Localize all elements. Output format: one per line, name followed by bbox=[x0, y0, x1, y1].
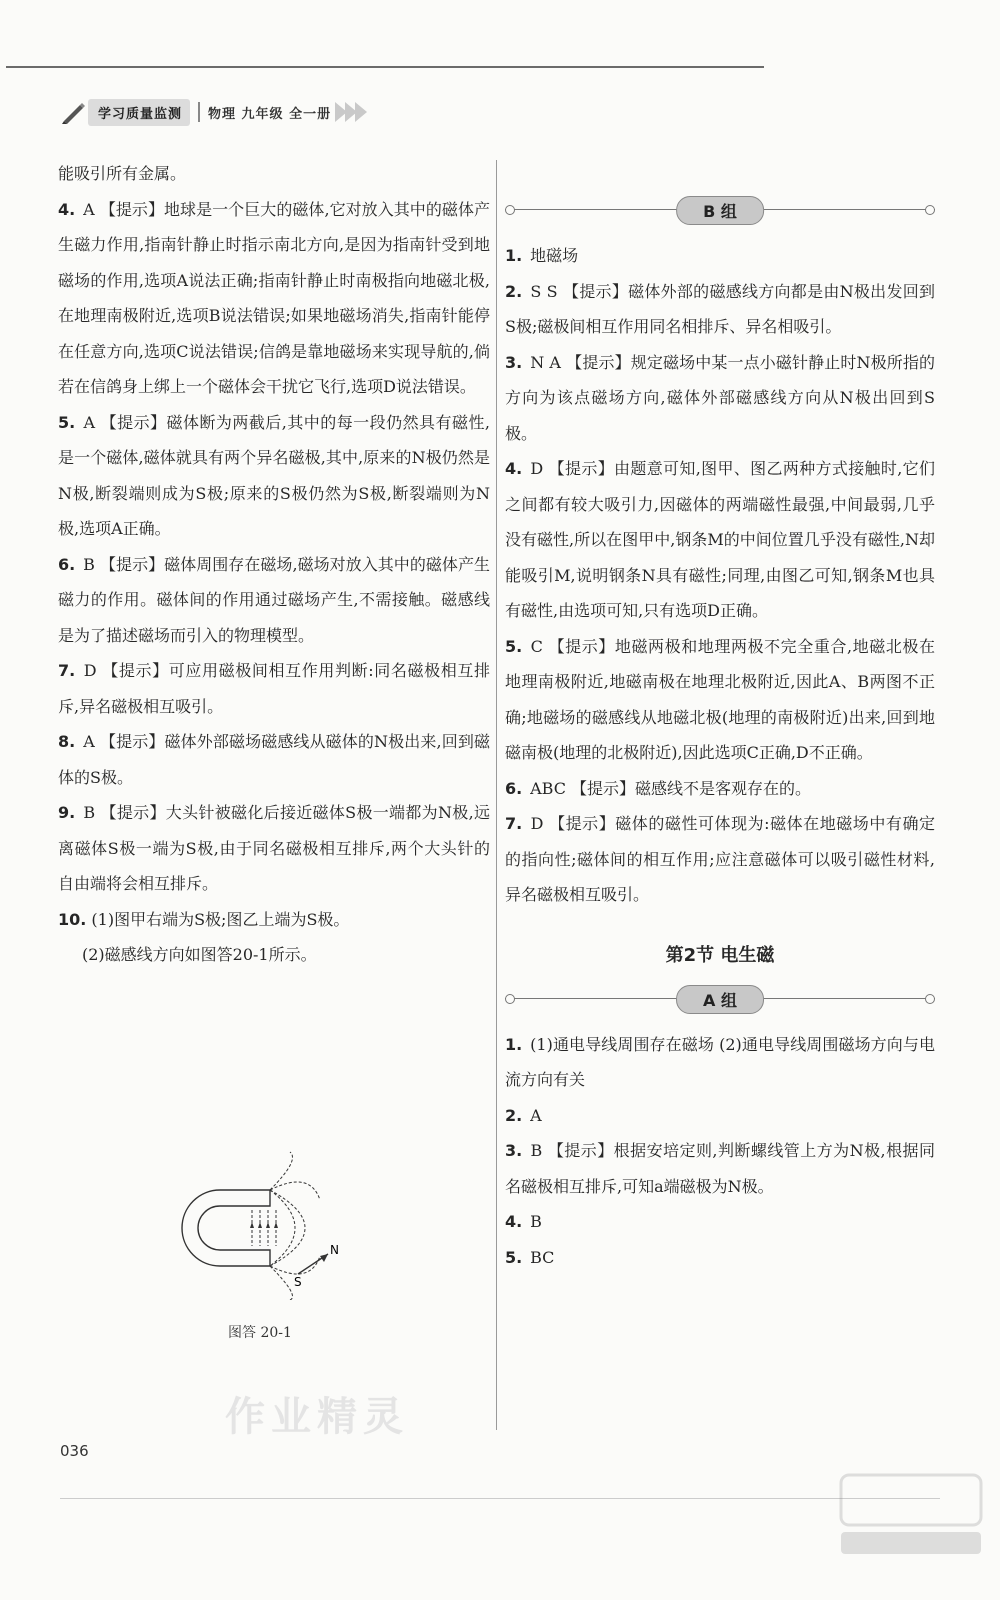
bottom-rule bbox=[60, 1498, 940, 1499]
header-subtitle: 物理 九年级 全一册 bbox=[208, 106, 332, 122]
item-text: B 【提示】根据安培定则,判断螺线管上方为N极,根据同名磁极相互排斥,可知a端磁极为N极。 bbox=[505, 1141, 935, 1196]
item-number: 9. bbox=[58, 803, 76, 822]
item-text: 能吸引所有金属。 bbox=[58, 164, 187, 183]
header-tag: 学习质量监测 bbox=[88, 99, 190, 126]
group-b-answer-item bbox=[505, 274, 935, 345]
item-text: A 【提示】磁体断为两截后,其中的每一段仍然具有磁性,是一个磁体,磁体就具有两个异名磁极,其中,原来的N极仍然是N极,断裂端则成为S极;原来的S极仍然为S极,断裂端则为N极,选项A正确。 bbox=[58, 412, 490, 538]
item-text: 地磁场 bbox=[525, 246, 579, 265]
group-b-banner bbox=[505, 194, 935, 224]
item-number: 6. bbox=[505, 778, 523, 798]
figure-label-n: N bbox=[330, 1243, 339, 1257]
item-text: A bbox=[525, 1105, 542, 1125]
item-text: BC bbox=[525, 1247, 555, 1267]
item-text: C 【提示】地磁两极和地理两极不完全重合,地磁北极在地理南极附近,地磁南极在地理北极附近,因此A、B两图不正确;地磁场的磁感线从地磁北极(地理的南极附近)出来,回到地磁南极(地理的北极附近),因此选项C正确,D不正确。 bbox=[505, 636, 935, 762]
top-rule bbox=[6, 66, 764, 68]
item-text: A 【提示】地球是一个巨大的磁体,它对放入其中的磁体产生磁力作用,指南针静止时指示南北方向,是因为指南针受到地磁场的作用,选项A说法正确;指南针静止时南极指向地磁北极,在地理南极附近,选项B说法错误;如果地磁场消失,指南针能停在任意方向,选项C说法错误;信鸽是靠地磁场来实现导航的,倘若在信鸽身上绑上一个磁体会干扰它飞行,选项D说法错误。 bbox=[58, 199, 490, 396]
item-text: (1)通电导线周围存在磁场 (2)通电导线周围磁场方向与电流方向有关 bbox=[505, 1034, 935, 1089]
left-answer-item bbox=[58, 405, 490, 547]
left-column bbox=[58, 156, 490, 973]
item-number: 10. bbox=[58, 909, 87, 929]
item-text: B 【提示】磁体周围存在磁场,磁场对放入其中的磁体产生磁力的作用。磁体间的作用通过磁场产生,不需接触。磁感线是为了描述磁场而引入的物理模型。 bbox=[58, 554, 490, 645]
column-divider bbox=[496, 160, 497, 1430]
item-number: 3. bbox=[505, 352, 523, 372]
group-a-answers bbox=[505, 1027, 935, 1276]
group-b-answer-item bbox=[505, 629, 935, 771]
item-number: 5. bbox=[505, 636, 523, 656]
group-b-answer-item bbox=[505, 238, 935, 274]
group-a-answer-item bbox=[505, 1240, 935, 1276]
item-text: S S 【提示】磁体外部的磁感线方向都是由N极出发回到S极;磁极间相互作用同名相排斥、异名相吸引。 bbox=[505, 281, 935, 336]
left-answer-item bbox=[58, 156, 490, 192]
group-b-answer-item bbox=[505, 451, 935, 629]
item-text: ABC 【提示】磁感线不是客观存在的。 bbox=[525, 778, 812, 798]
chevron-arrows-icon bbox=[337, 102, 367, 122]
figure-caption: 图答 20-1 bbox=[228, 1325, 292, 1341]
item-text: (2)磁感线方向如图答20-1所示。 bbox=[82, 945, 317, 964]
left-answer-item bbox=[58, 937, 490, 973]
group-b-label: B 组 bbox=[676, 196, 764, 225]
group-b-answer-item bbox=[505, 345, 935, 452]
pen-icon bbox=[60, 99, 86, 125]
item-text: (1)图甲右端为S极;图乙上端为S极。 bbox=[86, 909, 350, 929]
item-number: 2. bbox=[505, 281, 523, 301]
group-a-answer-item bbox=[505, 1133, 935, 1204]
magnet-field-figure bbox=[160, 1150, 360, 1300]
item-number: 5. bbox=[505, 1247, 523, 1267]
group-a-answer-item bbox=[505, 1098, 935, 1134]
item-text: A 【提示】磁体外部磁场磁感线从磁体的N极出来,回到磁体的S极。 bbox=[58, 732, 490, 787]
page-number: 036 bbox=[60, 1442, 89, 1460]
group-b-answer-item bbox=[505, 806, 935, 913]
item-text: N A 【提示】规定磁场中某一点小磁针静止时N极所指的方向为该点磁场方向,磁体外部磁感线方向从N极出回到S极。 bbox=[505, 352, 935, 443]
left-answer-item bbox=[58, 795, 490, 902]
group-b-answer-item bbox=[505, 771, 935, 807]
item-text: D 【提示】由题意可知,图甲、图乙两种方式接触时,它们之间都有较大吸引力,因磁体的两端磁性最强,中间最弱,几乎没有磁性,所以在图甲中,钢条M的中间位置几乎没有磁性,N却能吸引M,说明钢条N具有磁性;同理,由图乙可知,钢条M也具有磁性,由选项可知,只有选项D正确。 bbox=[505, 459, 935, 620]
item-text: D 【提示】磁体的磁性可体现为:磁体在地磁场中有确定的指向性;磁体间的相互作用;应注意磁体可以吸引磁性材料,异名磁极相互吸引。 bbox=[505, 814, 935, 904]
item-number: 2. bbox=[505, 1105, 523, 1125]
left-answer-item bbox=[58, 547, 490, 654]
group-a-answer-item bbox=[505, 1204, 935, 1240]
item-number: 7. bbox=[58, 661, 76, 680]
item-number: 4. bbox=[58, 199, 76, 219]
item-text: B 【提示】大头针被磁化后接近磁体S极一端都为N极,远离磁体S极一端为S极,由于同名磁极相互排斥,两个大头针的自由端将会相互排斥。 bbox=[58, 803, 490, 893]
watermark-text: 作业精灵 bbox=[225, 1394, 409, 1440]
item-number: 8. bbox=[58, 732, 76, 751]
figure-label-s: S bbox=[294, 1275, 302, 1289]
left-answer-item bbox=[58, 653, 490, 724]
logo-watermark-icon bbox=[836, 1470, 986, 1560]
item-text: B bbox=[525, 1212, 542, 1231]
item-number: 4. bbox=[505, 1212, 523, 1231]
group-a-label: A 组 bbox=[676, 985, 764, 1014]
group-a-banner bbox=[505, 983, 935, 1013]
item-number: 3. bbox=[505, 1141, 523, 1160]
left-answer-item bbox=[58, 192, 490, 405]
group-a-answer-item bbox=[505, 1027, 935, 1098]
header-separator bbox=[198, 102, 200, 122]
page-header bbox=[60, 98, 367, 126]
left-answer-item bbox=[58, 902, 490, 938]
item-number: 1. bbox=[505, 1034, 523, 1054]
group-b-answers bbox=[505, 238, 935, 913]
item-number: 7. bbox=[505, 814, 523, 833]
item-number: 4. bbox=[505, 459, 523, 478]
section-title: 第2节 电生磁 bbox=[665, 944, 775, 966]
item-text: D 【提示】可应用磁极间相互作用判断:同名磁极相互排斥,异名磁极相互吸引。 bbox=[58, 661, 490, 716]
item-number: 1. bbox=[505, 246, 523, 265]
item-number: 6. bbox=[58, 554, 76, 574]
item-number: 5. bbox=[58, 412, 76, 432]
right-column bbox=[505, 190, 935, 1275]
left-answer-item bbox=[58, 724, 490, 795]
